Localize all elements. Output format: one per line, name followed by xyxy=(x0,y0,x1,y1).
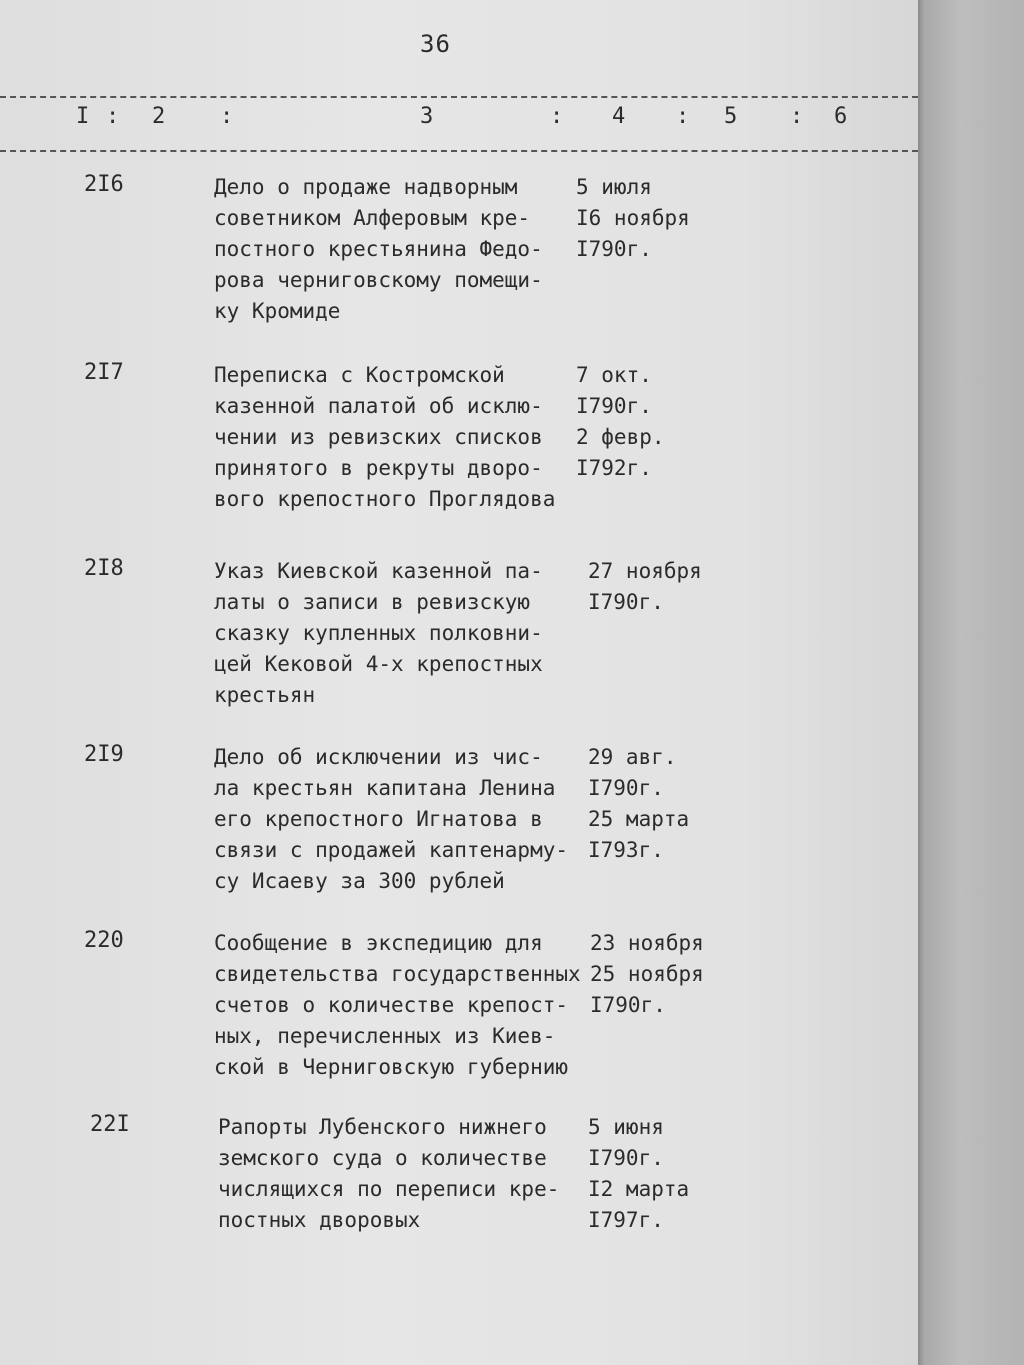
date-line: 25 марта xyxy=(588,807,690,831)
date-line: I790г. xyxy=(588,1146,664,1170)
date-line: I790г. xyxy=(576,237,652,261)
date-line: 23 ноября xyxy=(590,931,704,955)
record-description xyxy=(214,360,584,515)
record-number: 2I6 xyxy=(84,172,124,197)
description-line: постного крестьянина Федо- xyxy=(214,237,543,261)
header-top-rule xyxy=(0,96,918,98)
description-line: латы о записи в ревизскую xyxy=(214,590,531,614)
record-number: 22I xyxy=(90,1112,130,1137)
description-line: ла крестьян капитана Ленина xyxy=(214,776,556,800)
description-line: Сообщение в экспедицию для xyxy=(214,931,543,955)
description-line: казенной палатой об исклю- xyxy=(214,394,543,418)
description-line: его крепостного Игнатова в xyxy=(214,807,543,831)
description-line: су Исаеву за 300 рублей xyxy=(214,869,505,893)
description-line: вого крепостного Проглядова xyxy=(214,487,556,511)
description-line: советником Алферовым кре- xyxy=(214,206,531,230)
date-line: 2 февр. xyxy=(576,425,665,449)
record-dates xyxy=(576,172,736,265)
description-line: крестьян xyxy=(214,683,316,707)
column-separator: : xyxy=(550,104,564,129)
record-dates xyxy=(590,928,750,1021)
description-line: рова черниговскому помещи- xyxy=(214,268,543,292)
description-line: ской в Черниговскую губернию xyxy=(214,1055,569,1079)
record-dates xyxy=(588,1112,748,1236)
column-header-5: 5 xyxy=(724,104,738,129)
record-dates xyxy=(576,360,736,484)
date-line: I790г. xyxy=(588,590,664,614)
description-line: Переписка с Костромской xyxy=(214,363,505,387)
description-line: постных дворовых xyxy=(218,1208,421,1232)
date-line: I797г. xyxy=(588,1208,664,1232)
date-line: 29 авг. xyxy=(588,745,677,769)
record-description xyxy=(214,742,584,897)
date-line: I790г. xyxy=(590,993,666,1017)
description-line: ных, перечисленных из Киев- xyxy=(214,1024,556,1048)
header-bottom-rule xyxy=(0,150,918,152)
description-line: связи с продажей каптенарму- xyxy=(214,838,569,862)
column-separator: : xyxy=(106,104,120,129)
date-line: 7 окт. xyxy=(576,363,652,387)
record-description xyxy=(218,1112,588,1236)
description-line: свидетельства государственных xyxy=(214,962,581,986)
record-dates xyxy=(588,742,748,866)
column-separator: : xyxy=(220,104,234,129)
column-header-6: 6 xyxy=(834,104,848,129)
record-dates xyxy=(588,556,748,618)
record-description xyxy=(214,172,584,327)
record-number: 220 xyxy=(84,928,124,953)
date-line: 27 ноября xyxy=(588,559,702,583)
description-line: цей Кековой 4-х крепостных xyxy=(214,652,543,676)
description-line: Дело о продаже надворным xyxy=(214,175,518,199)
date-line: 25 ноября xyxy=(590,962,704,986)
record-number: 2I9 xyxy=(84,742,124,767)
record-number: 2I7 xyxy=(84,360,124,385)
description-line: земского суда о количестве xyxy=(218,1146,547,1170)
date-line: I2 марта xyxy=(588,1177,690,1201)
date-line: I790г. xyxy=(588,776,664,800)
page-number: 36 xyxy=(420,30,451,58)
column-separator: : xyxy=(790,104,804,129)
description-line: Указ Киевской казенной па- xyxy=(214,559,543,583)
description-line: счетов о количестве крепост- xyxy=(214,993,569,1017)
description-line: сказку купленных полковни- xyxy=(214,621,543,645)
column-header-3: 3 xyxy=(420,104,434,129)
date-line: 5 июня xyxy=(588,1115,664,1139)
record-number: 2I8 xyxy=(84,556,124,581)
date-line: I793г. xyxy=(588,838,664,862)
description-line: Рапорты Лубенского нижнего xyxy=(218,1115,547,1139)
date-line: I790г. xyxy=(576,394,652,418)
description-line: числящихся по переписи кре- xyxy=(218,1177,560,1201)
description-line: принятого в рекруты дворо- xyxy=(214,456,543,480)
description-line: чении из ревизских списков xyxy=(214,425,543,449)
date-line: I6 ноября xyxy=(576,206,690,230)
record-description xyxy=(214,556,584,711)
description-line: Дело об исключении из чис- xyxy=(214,745,543,769)
column-header-1: I xyxy=(76,104,90,129)
description-line: ку Кромиде xyxy=(214,299,341,323)
column-separator: : xyxy=(676,104,690,129)
page-edge-shadow xyxy=(918,0,1024,1365)
record-description xyxy=(214,928,584,1083)
column-header-4: 4 xyxy=(612,104,626,129)
date-line: I792г. xyxy=(576,456,652,480)
column-header-2: 2 xyxy=(152,104,166,129)
date-line: 5 июля xyxy=(576,175,652,199)
